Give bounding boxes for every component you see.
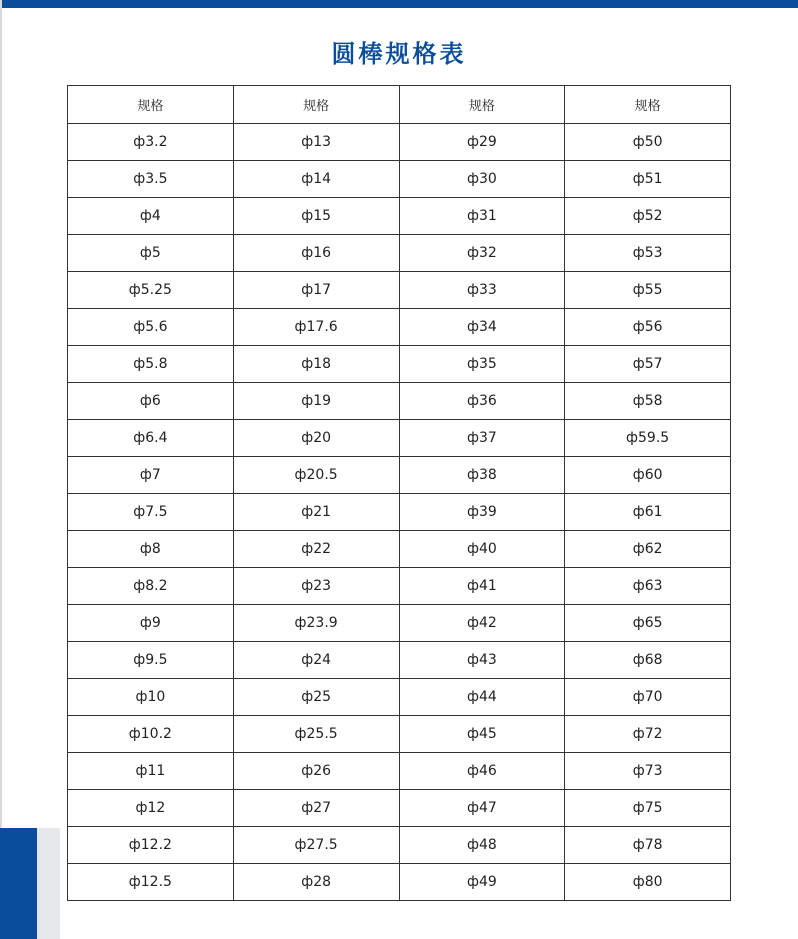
- table-cell: ф28: [233, 864, 399, 901]
- left-page-edge: [0, 0, 2, 939]
- table-row: [68, 346, 731, 383]
- table-cell: ф30: [399, 161, 565, 198]
- table-cell: ф15: [233, 198, 399, 235]
- table-cell: ф24: [233, 642, 399, 679]
- table-cell: ф25.5: [233, 716, 399, 753]
- table-row: [68, 309, 731, 346]
- table-cell: ф23: [233, 568, 399, 605]
- table-cell: ф4: [68, 198, 234, 235]
- table-row: [68, 790, 731, 827]
- table-row: [68, 605, 731, 642]
- column-header: 规格: [233, 86, 399, 124]
- table-cell: ф39: [399, 494, 565, 531]
- table-row: [68, 642, 731, 679]
- table-cell: ф53: [565, 235, 731, 272]
- table-cell: ф45: [399, 716, 565, 753]
- table-cell: ф6.4: [68, 420, 234, 457]
- table-cell: ф80: [565, 864, 731, 901]
- table-cell: ф43: [399, 642, 565, 679]
- table-cell: ф49: [399, 864, 565, 901]
- table-cell: ф9.5: [68, 642, 234, 679]
- table-cell: ф60: [565, 457, 731, 494]
- table-row: [68, 568, 731, 605]
- table-cell: ф5.8: [68, 346, 234, 383]
- table-cell: ф62: [565, 531, 731, 568]
- table-cell: ф72: [565, 716, 731, 753]
- table-cell: ф10.2: [68, 716, 234, 753]
- top-accent-bar: [0, 0, 798, 8]
- table-cell: ф65: [565, 605, 731, 642]
- table-row: [68, 457, 731, 494]
- table-row: [68, 679, 731, 716]
- table-body: [68, 124, 731, 901]
- table-cell: ф23.9: [233, 605, 399, 642]
- table-row: [68, 494, 731, 531]
- table-cell: ф55: [565, 272, 731, 309]
- column-header: 规格: [68, 86, 234, 124]
- table-cell: ф5: [68, 235, 234, 272]
- table-cell: ф12: [68, 790, 234, 827]
- table-cell: ф22: [233, 531, 399, 568]
- table-cell: ф42: [399, 605, 565, 642]
- table-cell: ф68: [565, 642, 731, 679]
- table-cell: ф6: [68, 383, 234, 420]
- table-cell: ф33: [399, 272, 565, 309]
- table-cell: ф11: [68, 753, 234, 790]
- table-cell: ф5.6: [68, 309, 234, 346]
- page-title: 圆棒规格表: [331, 40, 467, 68]
- table-row: [68, 198, 731, 235]
- table-cell: ф52: [565, 198, 731, 235]
- table-row: [68, 531, 731, 568]
- table-cell: ф34: [399, 309, 565, 346]
- table-cell: ф17: [233, 272, 399, 309]
- table-cell: ф61: [565, 494, 731, 531]
- table-cell: ф5.25: [68, 272, 234, 309]
- table-cell: ф63: [565, 568, 731, 605]
- table-cell: ф57: [565, 346, 731, 383]
- table-row: [68, 827, 731, 864]
- table-header-row: [68, 86, 731, 124]
- table-cell: ф35: [399, 346, 565, 383]
- table-cell: ф12.5: [68, 864, 234, 901]
- table-cell: ф44: [399, 679, 565, 716]
- table-cell: ф20.5: [233, 457, 399, 494]
- table-cell: ф19: [233, 383, 399, 420]
- table-row: [68, 420, 731, 457]
- table-cell: ф70: [565, 679, 731, 716]
- table-cell: ф3.5: [68, 161, 234, 198]
- table-cell: ф17.6: [233, 309, 399, 346]
- table-cell: ф46: [399, 753, 565, 790]
- table-cell: ф10: [68, 679, 234, 716]
- table-cell: ф59.5: [565, 420, 731, 457]
- table-cell: ф40: [399, 531, 565, 568]
- column-header: 规格: [565, 86, 731, 124]
- table-cell: ф51: [565, 161, 731, 198]
- table-cell: ф8.2: [68, 568, 234, 605]
- table-cell: ф26: [233, 753, 399, 790]
- table-cell: ф27: [233, 790, 399, 827]
- table-row: [68, 864, 731, 901]
- table-cell: ф73: [565, 753, 731, 790]
- table-row: [68, 716, 731, 753]
- table-cell: ф50: [565, 124, 731, 161]
- table-cell: ф78: [565, 827, 731, 864]
- table-row: [68, 272, 731, 309]
- table-row: [68, 161, 731, 198]
- table-cell: ф8: [68, 531, 234, 568]
- table-cell: ф9: [68, 605, 234, 642]
- table-cell: ф56: [565, 309, 731, 346]
- table-cell: ф47: [399, 790, 565, 827]
- table-row: [68, 753, 731, 790]
- table-cell: ф32: [399, 235, 565, 272]
- table-cell: ф16: [233, 235, 399, 272]
- table-cell: ф25: [233, 679, 399, 716]
- table-cell: ф48: [399, 827, 565, 864]
- spec-table: [67, 85, 731, 901]
- table-cell: ф31: [399, 198, 565, 235]
- table-cell: ф38: [399, 457, 565, 494]
- table-cell: ф20: [233, 420, 399, 457]
- table-cell: ф36: [399, 383, 565, 420]
- table-row: [68, 383, 731, 420]
- table-cell: ф21: [233, 494, 399, 531]
- table-cell: ф75: [565, 790, 731, 827]
- column-header: 规格: [399, 86, 565, 124]
- table-cell: ф37: [399, 420, 565, 457]
- table-cell: ф41: [399, 568, 565, 605]
- table-cell: ф18: [233, 346, 399, 383]
- table-cell: ф3.2: [68, 124, 234, 161]
- corner-blue-block: [0, 828, 37, 939]
- table-cell: ф13: [233, 124, 399, 161]
- table-cell: ф14: [233, 161, 399, 198]
- table-cell: ф27.5: [233, 827, 399, 864]
- table-cell: ф7.5: [68, 494, 234, 531]
- table-row: [68, 124, 731, 161]
- table-cell: ф58: [565, 383, 731, 420]
- table-cell: ф7: [68, 457, 234, 494]
- table-row: [68, 235, 731, 272]
- table-cell: ф12.2: [68, 827, 234, 864]
- table-cell: ф29: [399, 124, 565, 161]
